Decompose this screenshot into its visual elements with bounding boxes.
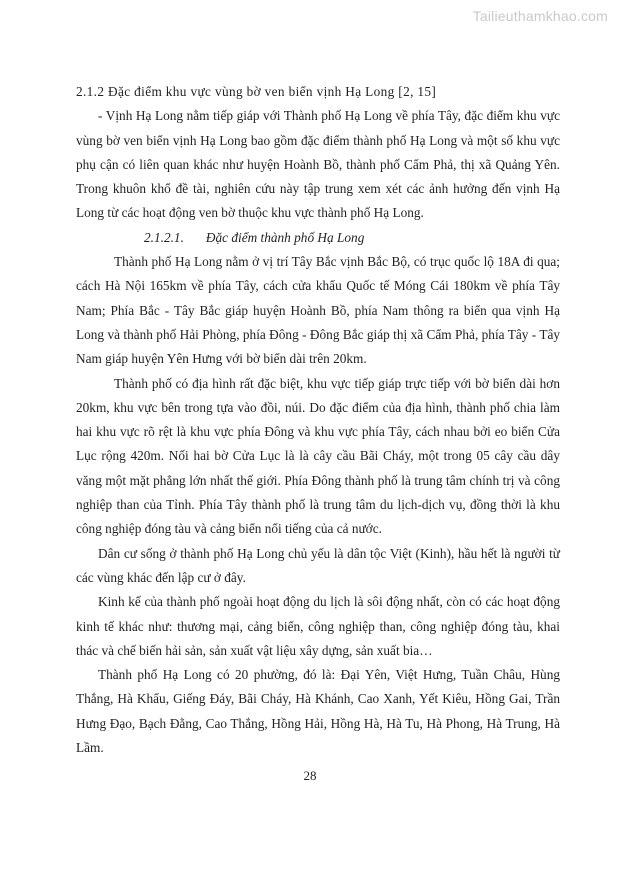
paragraph-economy: Kinh kế của thành phố ngoài hoạt động du lịch là sôi động nhất, còn có các hoạt động kinh tế khác như: thương mại, cảng biển, công nghiệp than, công nghiệp đóng tàu, khai thác và chế biến hải sản, sản xuất vật liệu xây dựng, sản xuất bia… bbox=[76, 594, 560, 658]
subsection-title: Đặc điểm thành phố Hạ Long bbox=[205, 229, 365, 245]
subsection-heading bbox=[76, 226, 560, 250]
page-number: 28 bbox=[303, 768, 317, 783]
paragraph-population: Dân cư sống ở thành phố Hạ Long chủ yếu là dân tộc Việt (Kinh), hầu hết là người từ các vùng khác đến lập cư ở đây. bbox=[76, 545, 560, 585]
paragraph-wards: Thành phố Hạ Long có 20 phường, đó là: Đại Yên, Việt Hưng, Tuần Châu, Hùng Thắng, Hà Khẩu, Giếng Đáy, Bãi Cháy, Hà Khánh, Cao Xanh, Yết Kiêu, Hồng Gai, Trần Hưng Đạo, Bạch Đằng, Cao Thắng, Hồng Hải, Hồng Hà, Hà Tu, Hà Phong, Hà Trung, Hà Lầm. bbox=[76, 667, 560, 756]
section-intro-paragraph: - Vịnh Hạ Long nằm tiếp giáp với Thành phố Hạ Long về phía Tây, đặc điểm khu vực vùng bờ ven biển vịnh Hạ Long bao gồm đặc điểm thành phố Hạ Long và một số khu vực phụ cận có liên quan khác như huyện Hoành Bồ, thành phố Cẩm Phả, thị xã Quảng Yên. Trong khuôn khổ đề tài, nghiên cứu này tập trung xem xét các ảnh hưởng đến vịnh Hạ Long từ các hoạt động ven bờ thuộc khu vực thành phố Hạ Long. bbox=[76, 108, 560, 221]
section-heading: 2.1.2 Đặc điểm khu vực vùng bờ ven biển vịnh Hạ Long [2, 15] bbox=[76, 84, 437, 99]
subsection-number: 2.1.2.1. bbox=[144, 229, 184, 245]
document-body bbox=[76, 80, 560, 760]
paragraph-terrain: Thành phố có địa hình rất đặc biệt, khu vực tiếp giáp trực tiếp với bờ biển dài hơn 20km, khu vực bên trong tựa vào đồi, núi. Do đặc điểm của địa hình, thành phố chia làm hai khu vực rõ rệt là khu vực phía Đông và khu vực phía Tây, cách nhau bởi eo biển Cửa Lục rộng 420m. Nối hai bờ Cửa Lục là là cây cầu Bãi Cháy, một trong 05 cây cầu dây văng một mặt phẳng lớn nhất thế giới. Phía Đông thành phố là trung tâm chính trị và công nghiệp than của Tỉnh. Phía Tây thành phố là trung tâm du lịch-dịch vụ, đồng thời là khu công nghiệp đóng tàu và cảng biển nổi tiếng của cả nước. bbox=[76, 375, 560, 537]
paragraph-location: Thành phố Hạ Long nằm ở vị trí Tây Bắc vịnh Bắc Bộ, có trục quốc lộ 18A đi qua; cách Hà Nội 165km về phía Tây, cách cửa khẩu Quốc tế Móng Cái 180km về phía Tây Nam; Phía Bắc - Tây Bắc giáp huyện Hoành Bồ, phía Nam thông ra biển qua vịnh Hạ Long và thành phố Hải Phòng, phía Đông - Đông Bắc giáp thị xã Cẩm Phả, phía Tây - Tây Nam giáp huyện Yên Hưng với bờ biển dài trên 20km. bbox=[76, 254, 560, 367]
watermark-text: Tailieuthamkhao.com bbox=[472, 8, 608, 24]
